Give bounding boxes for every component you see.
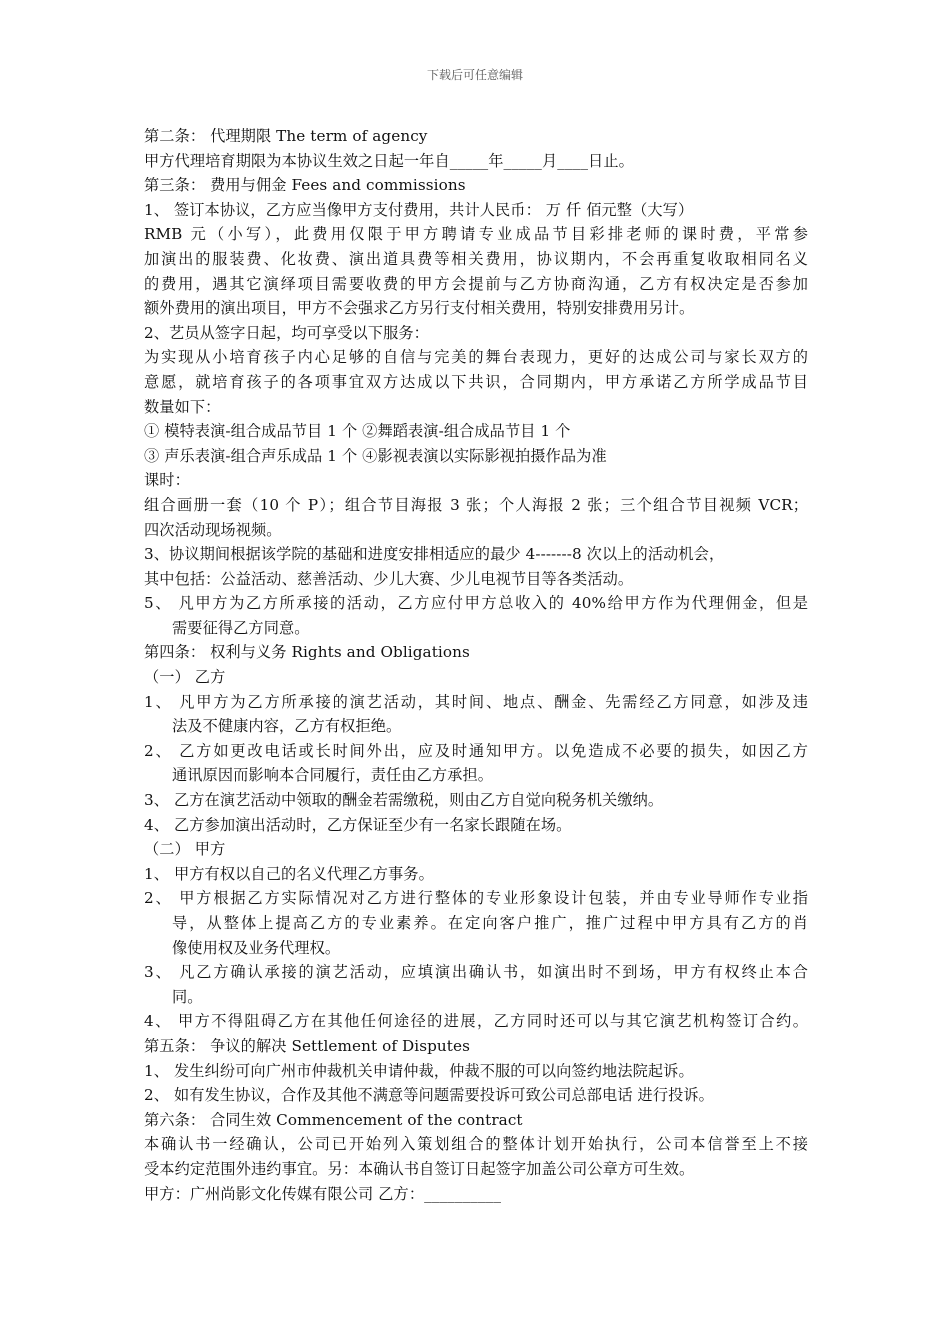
document-line: 数量如下： <box>144 397 221 416</box>
document-line: 3、 乙方在演艺活动中领取的酬金若需缴税，则由乙方自觉向税务机关缴纳。 <box>144 791 664 810</box>
document-line: 像使用权及业务代理权。 <box>172 938 341 957</box>
page-header-note: 下载后可任意编辑 <box>426 68 523 82</box>
document-line: 第六条： 合同生效 Commencement of the contract <box>144 1110 523 1129</box>
document-line: 本确认书一经确认，公司已开始列入策划组合的整体计划开始执行，公司本信誉至上不接 <box>144 1135 808 1154</box>
document-line: ③ 声乐表演-组合声乐成品 1 个 ④影视表演以实际影视拍摄作品为准 <box>144 446 607 465</box>
document-line: 1、 甲方有权以自己的名义代理乙方事务。 <box>144 864 434 883</box>
document-line: 甲方代理培育期限为本协议生效之日起一年自_____年_____月____日止。 <box>144 151 634 170</box>
document-line: 第五条： 争议的解决 Settlement of Disputes <box>144 1036 470 1055</box>
document-line: 2、 如有发生协议，合作及其他不满意等问题需要投诉可致公司总部电话 进行投诉。 <box>144 1086 714 1105</box>
document-line: 的费用，遇其它演绎项目需要收费的甲方会提前与乙方协商沟通，乙方有权决定是否参加 <box>144 274 808 293</box>
document-line: 导，从整体上提高乙方的专业素养。在定向客户推广，推广过程中甲方具有乙方的肖 <box>172 914 808 932</box>
document-line: 1、 签订本协议，乙方应当像甲方支付费用，共计人民币： 万 仟 佰元整（大写） <box>144 200 694 219</box>
document-line: 额外费用的演出项目，甲方不会强求乙方另行支付相关费用，特别安排费用另计。 <box>144 299 695 318</box>
document-line: 四次活动现场视频。 <box>144 520 282 539</box>
document-line: 4、 乙方参加演出活动时，乙方保证至少有一名家长跟随在场。 <box>144 815 572 834</box>
document-line: 第二条： 代理期限 The term of agency <box>144 127 428 145</box>
document-line: 第三条： 费用与佣金 Fees and commissions <box>144 176 466 195</box>
document-line: 组合画册一套（10 个 P）；组合节目海报 3 张；个人海报 2 张；三个组合节目视频 VCR； <box>144 495 808 514</box>
document-line: 同。 <box>172 987 203 1006</box>
document-line: 3、协议期间根据该学院的基础和进度安排相适应的最少 4-------8 次以上的活动机会， <box>144 545 725 564</box>
contract-body <box>144 124 808 1206</box>
document-line: 3、 凡乙方确认承接的演艺活动，应填演出确认书，如演出时不到场，甲方有权终止本合 <box>144 963 808 982</box>
document-line: 通讯原因而影响本合同履行，责任由乙方承担。 <box>172 766 494 785</box>
document-line: 意愿，就培育孩子的各项事宜双方达成以下共识，合同期内，甲方承诺乙方所学成品节目 <box>144 372 808 391</box>
document-line: 1、 发生纠纷可向广州市仲裁机关申请仲裁，仲裁不服的可以向签约地法院起诉。 <box>144 1061 694 1080</box>
document-line: 法及不健康内容，乙方有权拒绝。 <box>172 717 402 736</box>
document-line: 甲方：广州尚影文化传媒有限公司 乙方：__________ <box>144 1184 502 1203</box>
document-line: 2、 甲方根据乙方实际情况对乙方进行整体的专业形象设计包装，并由专业导师作专业指 <box>144 889 808 908</box>
document-line: 需要征得乙方同意。 <box>172 618 310 637</box>
document-line: RMB 元（小写），此费用仅限于甲方聘请专业成品节目彩排老师的课时费，平常参 <box>144 225 808 244</box>
document-line: （二） 甲方 <box>144 840 226 859</box>
document-line: 5、 凡甲方为乙方所承接的活动，乙方应付甲方总收入的 40%给甲方作为代理佣金，但是 <box>144 594 808 613</box>
document-line: 受本约定范围外违约事宜。另：本确认书自签订日起签字加盖公司公章方可生效。 <box>144 1159 695 1178</box>
document-line: （一） 乙方 <box>144 668 226 687</box>
document-line: 1、 凡甲方为乙方所承接的演艺活动，其时间、地点、酬金、先需经乙方同意，如涉及违 <box>144 692 808 711</box>
document-line: 2、 乙方如更改电话或长时间外出，应及时通知甲方。以免造成不必要的损失，如因乙方 <box>144 741 808 760</box>
document-line: 为实现从小培育孩子内心足够的自信与完美的舞台表现力，更好的达成公司与家长双方的 <box>144 348 808 367</box>
document-line: 其中包括：公益活动、慈善活动、少儿大赛、少儿电视节目等各类活动。 <box>144 569 634 588</box>
document-line: 2、艺员从签字日起，均可享受以下服务： <box>144 323 429 342</box>
document-line: 课时： <box>144 471 190 490</box>
document-line: 第四条： 权利与义务 Rights and Obligations <box>144 643 470 662</box>
document-line: 4、 甲方不得阻碍乙方在其他任何途径的进展，乙方同时还可以与其它演艺机构签订合约。 <box>144 1012 808 1031</box>
document-line: 加演出的服装费、化妆费、演出道具费等相关费用，协议期内，不会再重复收取相同名义 <box>144 249 808 268</box>
document-line: ① 模特表演-组合成品节目 1 个 ②舞蹈表演-组合成品节目 1 个 <box>144 422 571 441</box>
